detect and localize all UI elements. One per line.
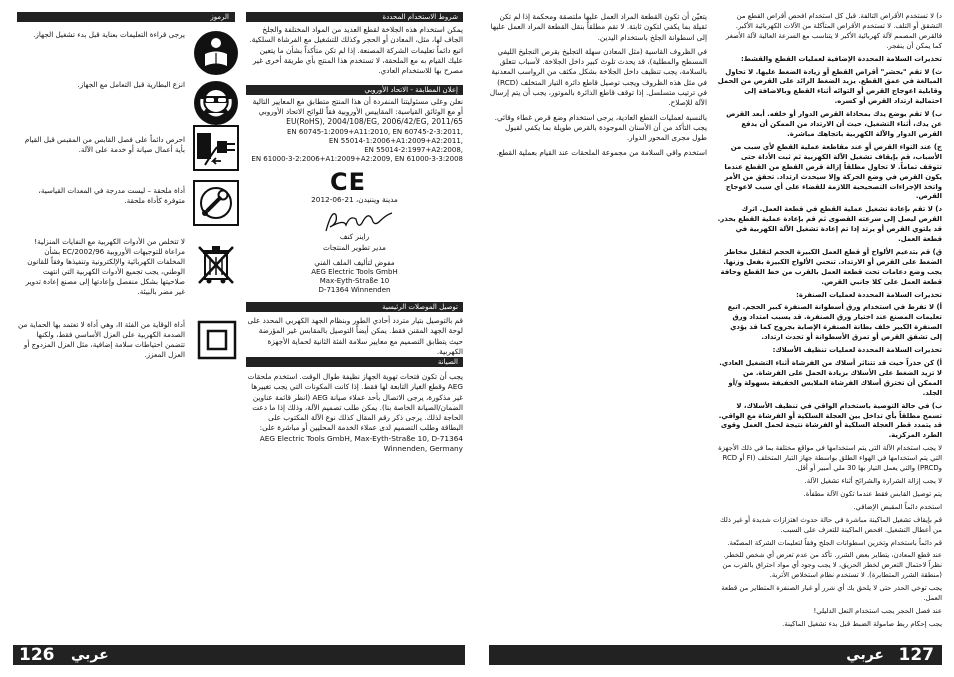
language-label: عربي bbox=[846, 647, 884, 663]
symbol-text: لا تتخلص من الأدوات الكهربية مع النفايات المنزلية! مراعاة للتوجيهات الأوروبية EC/2002/96 بشأن المخلفات الكهربائية والإلكترونية وتنفيذها وفقاً للقانون الوطني، يجب تجميع الأدوات الكهربية التي انتهت صلاحيتها بشكل منفصل وإعادتها إلى مصنع إعادة تدوير غير مضر بالبيئة. bbox=[25, 237, 185, 296]
unplug-icon bbox=[193, 125, 239, 171]
paragraph: قم دائماً باستخدام وتخزين اسطوانات الجلخ وفقاً لتعليمات الشركة المصنّعة. bbox=[727, 538, 942, 547]
paragraph: في الظروف القاسية (مثل المعادن سهلة التجليخ بقرص التجليخ الليفي المسطح والمطلية)، قد يحدث تلوث كبير داخل الجلاخة. لأسباب تتعلق بالسلامة، يجب تنظيف داخل الجلاخة بشكل مكثف من الرواسب المعدنية في مثل هذه الظروف ويجب توصيل قاطع دائرة التيار المتخلف (RCD) في ترتيب متسلسل. إذا توقف قاطع الدائرة بالموتور، يجب أن يتم إرسال الآلة للإصلاح. bbox=[489, 46, 707, 108]
manufacturer-address: AEG Electric Tools GmbH Max-Eyth-Straße 10 D-71364 Winnenden bbox=[311, 268, 398, 294]
paragraph: عند قطع المعادن، يتطاير بعض الشرر. تأكد من عدم تعرض أي شخص للخطر. نظراً لاحتمال التعرض لخطر الحريق، لا يجب وجود أي مواد احتراق بالقرب من (منطقة الشرر المتطايرة). لا تستخدم نظام استخلاص الأتربة. bbox=[722, 551, 942, 580]
symbol-row-weee bbox=[17, 237, 241, 297]
page-number: 127 bbox=[898, 645, 934, 665]
standard-line: EN 55014-2:1997+A2:2008, bbox=[364, 146, 463, 154]
subheading: تحذيرات السلامة المحددة الإضافية لعمليات القطع والقشط: bbox=[741, 54, 942, 63]
footer-bar-left bbox=[13, 645, 465, 665]
symbol-row-accessory bbox=[17, 180, 241, 240]
paragraph: قم بإيقاف تشغيل الماكينة مباشرة في حالة حدوث اهتزازات شديدة أو غير ذلك من أعطال التشغيل. افحص الماكينة للتعرف على السبب. bbox=[720, 515, 942, 534]
paragraph: أ) كن حذراً حيث قد تتناثر أسلاك من الفرشاة أثناء التشغيل العادي. لا تزيد الضغط على الأسلاك بزيادة الحمل على الفرشاة. من الممكن أن تخترق أسلاك الفرشاة الملابس الخفيفة بسهولة و/أو الجلد. bbox=[719, 359, 942, 397]
standard-line: EN 60745-1:2009+A11:2010, EN 60745-2-3:2011, bbox=[287, 128, 463, 136]
paragraph: ث) لا تقم "بحشر" أقراص القطع أو زيادة الضغط عليها. لا تحاول المبالغة في عمق القطع. يزيد الضغط الزائد على القرص من الحمل وقابلية اعوجاج القرص أو التوائه أثناء القطع وبالاضافة إلى احتمالية ارتداد القرص أو كسره. bbox=[717, 67, 942, 106]
wear-protection-icon bbox=[193, 80, 239, 126]
mains-text: قم بالتوصيل بتيار متردد أحادي الطور وبنظام الجهد الكهربي المحدد على لوحة الجهد المقنن فقط. يمكن أيضاً التوصيل بالمقابس غير المؤرضة حيث يتطابق التصميم مع معايير سلامة الفئة الثانية لحماية الأجهزة الكهربية. bbox=[247, 316, 463, 356]
symbol-text: أداة ملحقة – ليست مدرجة في المعدات القياسية، متوفرة كأداة ملحقة. bbox=[38, 186, 185, 205]
signatory-title: مدير تطوير المنتجات bbox=[323, 243, 386, 252]
weee-bin-icon bbox=[193, 241, 239, 287]
paragraph: ق) قم بتدعيم الألواح أو قطع العمل الكبيرة الحجم لتقليل مخاطر الضغط على القرص أو الارتداد. تنحني الألواح الكبيرة بفعل وزنها. يجب وضع دعامات تحت قطعة العمل بالقرب من خط القطع وحافة قطعة العمل على كلا جانبي القرص. bbox=[720, 247, 942, 286]
paragraph: عند فصل الحجر يجب استخدام النعل الدليلي! bbox=[813, 606, 942, 615]
subheading: تحذيرات السلامة المحددة لعمليات تنظيف الأسلاك: bbox=[772, 346, 942, 355]
signatory-name: راينر كنف bbox=[339, 232, 370, 241]
conformity-text: نعلن وعلى مسئوليتنا المنفردة أن هذا المنتج متطابق مع المعايير التالية أو مع الوثائق القياسية: المقاييس الأوروبية فقاً للوائح الاتحاد الأوروبي bbox=[252, 97, 463, 117]
standard-line: EN 61000-3-2:2006+A1:2009+A2:2009, EN 61000-3-3:2008 bbox=[251, 155, 463, 163]
conformity-heading: إعلان المطابقة - الاتحاد الأوروبي bbox=[246, 85, 463, 95]
right-col-a bbox=[717, 12, 942, 633]
paragraph: بالنسبة لعمليات القطع العادية، يرجى استخدام وضع قرص غطاء وقائي. يجب التأكد من أن الأسنان الموجودة بالقرص طويلة بما يكفي لقبول طول مجرى المحور الدوار. bbox=[494, 112, 707, 143]
maintenance-heading: الصيانة bbox=[246, 357, 463, 367]
symbol-row-class-ii bbox=[17, 320, 241, 380]
page-number: 126 bbox=[19, 645, 55, 665]
symbol-text: احرص دائماً على فصل القابس من المقبس قبل القيام بأية أعمال صيانة أو خدمة على الآلة. bbox=[24, 135, 185, 154]
class-ii-icon bbox=[197, 320, 237, 360]
wrench-accessory-icon bbox=[193, 180, 239, 226]
paragraph: يجب إحكام ربط صامولة الضبط قبل بدء تشغيل الماكينة. bbox=[782, 619, 942, 628]
paragraph: استخدم دائماً المقبض الإضافي. bbox=[853, 502, 942, 511]
paragraph: ب) في حالة التوصية باستخدام الواقي في تنظيف الأسلاك، لا تسمح مطلقاً بأي تداخل بين العجلة السلكية أو الفرشاة مع الواقي. قد يتمدد قطر العجلة السلكية أو الفرشاة نتيجة لحمل العمل وقوى الطرد المركزية. bbox=[718, 401, 942, 440]
paragraph: يتم توصيل القابس فقط عندما تكون الآلة مطفأة. bbox=[803, 489, 942, 498]
doc-authorized-label: مفوض لتأليف الملف الفني bbox=[314, 258, 395, 267]
symbols-header: الرموز bbox=[17, 12, 235, 22]
conformity-directives: EU(RoHS), 2004/108/EG, 2006/42/EG, 2011/65 bbox=[286, 117, 463, 126]
conformity-date: مدينة ويننيدن، 21-06-2012 bbox=[311, 195, 398, 204]
paragraph: ج) عند التواء القرص أو عند مقاطعة عملية القطع لأي سبب من الأسباب، قم بإيقاف تشغيل الآلة الكهربية ثم ثبت الأداة حتى تتوقف تماماً. لا تحاول مطلقاً إزالة قرص القطع من القطع عندما يكون القرص في وضع الحركة وإلا سيحدث ارتداد. تحقق من الأمر واتخذ الإجراءات التصحيحية اللازمة للقضاء على أي سبب لاعوجاج القرص. bbox=[724, 142, 942, 201]
standard-line: EN 55014-1:2006+A1:2009+A2:2011, bbox=[328, 137, 463, 145]
paragraph: يتعيّن أن تكون القطعة المراد العمل عليها ملتصقة ومحكمة إذا لم تكن ثقيلة بما يكفي لتكون ثابتة. لا تقم مطلقاً بنقل القطعة المراد العمل عليها إلى اسطوانة الجلخ باستخدام اليدين. bbox=[490, 12, 707, 42]
symbol-text: يرجى قراءة التعليمات بعناية قبل بدء تشغيل الجهاز. bbox=[33, 30, 185, 39]
paragraph: لا يجب استخدام الآلة التي يتم استخدامها في مواقع مختلفة بما في ذلك الأجهزة التي يتم استخدامها في الهواء الطلق بواسطة جهاز التيار المتخلف (FI أو RCD وPRCD) والتي يعمل التيار بها 30 ملي أمبير أو أقل. bbox=[718, 444, 942, 473]
paragraph: د) لا تستخدم الأقراص التالفة. قبل كل استخدام افحص أقراص القطع من التشقق أو التلف. لا تستخدم الأقراص المتآكلة من الآلات الكهربائية الأكبر. فالقرص المصمم لآلة كهربائية الأكبر لا يتناسب مع السرعة العالية لآلة الأصغر كما يمكن أن ينفجر. bbox=[725, 12, 942, 50]
right-col-b bbox=[489, 12, 707, 162]
intended-use-text: يمكن استخدام هذه الجلاخة لقطع العديد من المواد المختلفة والجلخ الجاف لها، مثل، المعادن أو الحجر وكذلك للتشغيل مع الفرشاة السلكية. اتبع دائماً تعليمات الشركة المصنعة. إذا لم تكن متأكداً بشأن ما يتعين عليك القيام به مع الملحقة، لا تستخدم هذا المنتج بأي طريقة أخرى غير مصرح بها للاستخدام العادي. bbox=[249, 25, 463, 76]
intended-use-heading: شروط الاستخدام المحددة bbox=[246, 12, 463, 22]
symbol-text: انزع البطارية قبل التعامل مع الجهاز. bbox=[77, 80, 185, 89]
mains-heading: توصيل الموصلات الرئيسية bbox=[246, 302, 463, 312]
paragraph: د) لا تقم بإعادة تشغيل عملية القطع في قطعة العمل. اترك القرص ليصل إلى سرعته القصوى ثم قم بإعادة عملية القطع بحذر. قد يلتوي القرص أو يرتد إذا تم إعادة تشغيل الآلة الكهربية في قطعة العمل. bbox=[717, 205, 942, 244]
paragraph: استخدم واقي السلامة من مجموعة الملحقات عند القيام بعملية القطع. bbox=[496, 147, 707, 157]
symbol-text: أداة الوقاية من الفئة II، وهي أداة لا تعتمد بها الحماية من الصدمة الكهربية على العزل الأساسي فقط، ولكنها تتضمن احتياطات سلامة إضافية، مثل العزل المزدوج أو العزل المعزز. bbox=[18, 320, 185, 359]
paragraph: أ) لا تفرط في استخدام ورق أسطوانة الصنفرة كبير الحجم. اتبع تعليمات المصنع عند اختيار ورق الصنفرة. قد يسبب امتداد ورق الصنفرة الكبير خلف بطانة الصنفرة الإصابة بجروح كما قد يؤدي إلى تشقق القرص أو تمزق الأسطوانة أو تحدث ارتداد. bbox=[727, 303, 942, 342]
read-manual-icon bbox=[193, 30, 239, 76]
signature-image bbox=[318, 205, 398, 235]
footer-bar-right bbox=[489, 645, 942, 665]
page-127 bbox=[477, 0, 954, 677]
ce-mark: CE bbox=[330, 168, 367, 196]
subheading: تحذيرات السلامة المحددة لعمليات الصنفرة: bbox=[796, 290, 942, 299]
paragraph: يجب توخي الحذر حتى لا يلحق بك أي شرر أو غبار الصنفرة المتطاير من قطعة العمل. bbox=[721, 584, 942, 603]
conformity-standards bbox=[246, 128, 463, 164]
symbol-row-unplug bbox=[17, 125, 241, 185]
paragraph: لا يجب إزالة الشرارة والشرائح أثناء تشغيل الآلة. bbox=[804, 476, 942, 485]
maintenance-text: يجب أن تكون فتحات تهوية الجهاز نظيفة طوال الوقت. استخدم ملحقات AEG وقطع الغيار التابعة لها فقط. إذا كانت المكونات التي يجب تغييرها غير مذكورة، يرجى الاتصال بأحد عملاء صيانة AEG (انظر قائمة عناوين الضمان/الصيانة الخاصة بنا). يمكن طلب تصميم الآلة، وذلك إذا ما دعت الحاجة لذلك. يرجى ذكر رقم المقال كذلك نوع الآلة المكتوب على البطاقة وطلب التصميم لدى عملاء الخدمة المحليين أو مباشرة على: AEG Electric Tools GmbH, Max-Eyth-Straße 10, D-71364 Winnenden, Germany bbox=[247, 372, 463, 454]
language-label: عربي bbox=[71, 647, 109, 663]
paragraph: ب) لا تقم بوضع يدك بمحاذاة القرص الدوار أو خلفه. أبعد القرص عن يدك، أثناء التشغيل، حيث أن الارتداد من الممكن أن يدفع القرص الدوار والآلة الكهربية باتجاهك مباشرة. bbox=[726, 110, 942, 138]
